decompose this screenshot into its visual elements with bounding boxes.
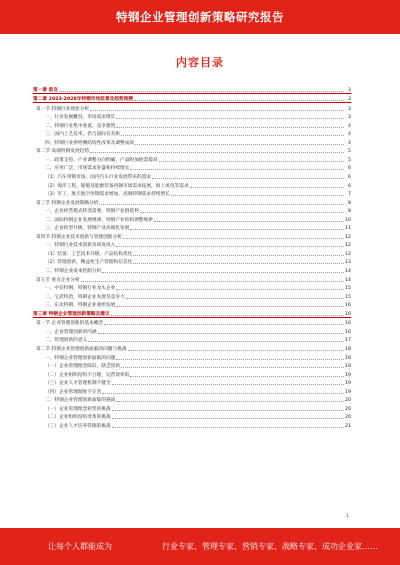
toc-entry[interactable] bbox=[33, 361, 351, 370]
toc-entry-label: （2）管理创新，精益化生产管理和信息化 bbox=[45, 260, 133, 266]
toc-entry[interactable] bbox=[33, 120, 351, 129]
toc-leader-dots bbox=[112, 383, 344, 385]
footer-slogan-left: 让每个人都能成为 bbox=[48, 542, 112, 551]
toc-entry-label: 一、行业发展概况，市场需求增长 bbox=[45, 115, 116, 121]
toc-leader-dots bbox=[104, 323, 344, 325]
toc-leader-dots bbox=[116, 400, 344, 402]
toc-entry[interactable] bbox=[33, 378, 351, 387]
toc-entry-label: 一、政策支持，产业调整方向明确，产品附加值需提高 bbox=[45, 157, 158, 163]
toc-leader-dots bbox=[133, 262, 344, 264]
toc-leader-dots bbox=[81, 280, 344, 282]
toc-entry-page: 18 bbox=[345, 355, 351, 361]
toc-entry[interactable] bbox=[33, 300, 351, 309]
toc-entry[interactable] bbox=[33, 257, 351, 266]
toc-leader-dots bbox=[102, 271, 344, 273]
toc-entry-page: 17 bbox=[345, 338, 351, 344]
toc-entry-label: 第二节 特钢企业管理创新面临的问题与挑战 bbox=[36, 346, 127, 352]
toc-entry-label: （三）企业人才管理机制不健全 bbox=[45, 381, 111, 387]
toc-entry-label: （2）海洋工程、船舶及能源装备用钢市场需求拓展，海上风电等需求 bbox=[45, 183, 189, 189]
toc-leader-dots bbox=[59, 90, 344, 92]
toc-entry-page: 18 bbox=[345, 346, 351, 352]
toc-entry-page: 3 bbox=[348, 87, 351, 93]
toc-entry[interactable] bbox=[33, 248, 351, 257]
toc-leader-dots bbox=[112, 426, 344, 428]
toc-entry[interactable] bbox=[33, 343, 351, 352]
toc-leader-dots bbox=[116, 305, 344, 307]
toc-entry-label: （三）企业人才培养管理的挑战 bbox=[45, 423, 111, 429]
toc-leader-dots bbox=[123, 237, 344, 239]
toc-entry-page: 12 bbox=[345, 234, 351, 240]
toc-entry-page: 6 bbox=[348, 175, 351, 181]
toc-leader-dots bbox=[111, 314, 344, 316]
footer-bar bbox=[0, 528, 400, 565]
toc-entry-page: 12 bbox=[345, 251, 351, 257]
toc-entry[interactable] bbox=[33, 291, 351, 300]
toc-entry[interactable] bbox=[33, 137, 351, 146]
toc-entry-label: （1）装备、工艺技术升级，产品结构优化 bbox=[45, 251, 133, 257]
toc-entry-page: 16 bbox=[345, 303, 351, 309]
toc-entry-label: 第一章 前言 bbox=[33, 87, 59, 93]
table-of-contents bbox=[33, 84, 351, 429]
toc-leader-dots bbox=[126, 297, 344, 299]
toc-entry-page: 3 bbox=[348, 106, 351, 112]
toc-entry-label: 第三章 特钢企业管理创新策略及建议 bbox=[33, 311, 110, 317]
toc-entry-label: 四、特钢行业供给侧结构性改革及调整成效 bbox=[45, 140, 135, 146]
toc-entry-label: 三、企业转型升级，特钢产业高端化发展 bbox=[45, 226, 130, 232]
toc-entry-page: 6 bbox=[348, 166, 351, 172]
toc-leader-dots bbox=[98, 332, 344, 334]
toc-entry-label: （二）企业组织结构变革的挑战 bbox=[45, 415, 111, 421]
toc-entry[interactable] bbox=[33, 318, 351, 327]
toc-entry-label: 二、国际特钢企业发展规律，特钢产业结构调整规律 bbox=[45, 217, 153, 223]
toc-entry[interactable] bbox=[33, 94, 351, 104]
toc-leader-dots bbox=[116, 288, 344, 290]
toc-leader-dots bbox=[90, 151, 344, 153]
toc-entry-page: 19 bbox=[345, 372, 351, 378]
toc-entry-label: （1）汽车用钢市场，国内汽车行业发展带来的需求 bbox=[45, 175, 152, 181]
toc-entry-page: 20 bbox=[345, 398, 351, 404]
toc-entry[interactable] bbox=[33, 352, 351, 361]
toc-entry-label: 一、中信特钢，特钢行业龙头企业 bbox=[45, 286, 116, 292]
toc-entry-page: 5 bbox=[348, 149, 351, 155]
toc-entry-page: 6 bbox=[348, 183, 351, 189]
toc-entry[interactable] bbox=[33, 197, 351, 206]
toc-entry[interactable] bbox=[33, 386, 351, 395]
toc-leader-dots bbox=[121, 134, 344, 136]
toc-entry-label: 三、东北特钢，特钢企业重组发展 bbox=[45, 303, 116, 309]
toc-entry[interactable] bbox=[33, 403, 351, 412]
toc-entry[interactable] bbox=[33, 223, 351, 232]
toc-entry-page: 5 bbox=[348, 157, 351, 163]
toc-entry[interactable] bbox=[33, 274, 351, 283]
toc-entry-page: 21 bbox=[345, 423, 351, 429]
toc-entry-page: 19 bbox=[345, 381, 351, 387]
toc-entry-page: 20 bbox=[345, 406, 351, 412]
toc-entry[interactable] bbox=[33, 112, 351, 121]
toc-entry-label: 第二章 2023-2028年特钢市场前景及趋势预测 bbox=[33, 97, 133, 103]
toc-entry-label: 二、应用广泛，市场需求旺盛和持续增长 bbox=[45, 166, 130, 172]
toc-entry-page: 14 bbox=[345, 269, 351, 275]
toc-entry-page: 20 bbox=[345, 415, 351, 421]
toc-leader-dots bbox=[159, 160, 344, 162]
toc-leader-dots bbox=[133, 254, 344, 256]
toc-leader-dots bbox=[121, 366, 344, 368]
toc-entry-page: 11 bbox=[345, 226, 351, 232]
toc-entry-page: 10 bbox=[345, 217, 351, 223]
toc-entry-label: 二、管理创新的意义 bbox=[45, 338, 88, 344]
toc-entry-page: 16 bbox=[345, 321, 351, 327]
toc-entry-label: 三、国内工艺技术，仍与国际有差距 bbox=[45, 132, 121, 138]
toc-entry-page: 16 bbox=[345, 311, 351, 317]
toc-entry-label: 第一节 企业管理创新的基本概念 bbox=[36, 321, 104, 327]
toc-entry-page: 3 bbox=[348, 97, 351, 103]
page-number: 1 bbox=[346, 514, 349, 519]
toc-leader-dots bbox=[134, 99, 344, 101]
toc-entry[interactable] bbox=[33, 84, 351, 94]
report-header-bar bbox=[0, 0, 400, 34]
toc-entry[interactable] bbox=[33, 231, 351, 240]
toc-entry-label: 二、宝武特冶，特钢企业发展及竞争力 bbox=[45, 294, 125, 300]
toc-entry-page: 14 bbox=[345, 277, 351, 283]
toc-entry-label: 第一节 特钢行业现状分析 bbox=[36, 106, 90, 112]
toc-entry-page: 15 bbox=[345, 294, 351, 300]
toc-entry[interactable] bbox=[33, 265, 351, 274]
toc-entry[interactable] bbox=[33, 129, 351, 138]
toc-leader-dots bbox=[190, 186, 344, 188]
toc-entry-label: 二、特钢企业成本控制分析 bbox=[45, 269, 102, 275]
toc-entry[interactable] bbox=[33, 171, 351, 180]
toc-leader-dots bbox=[140, 211, 344, 213]
toc-entry-label: （3）军工、航天航空用钢需求增加，高端特钢需求持续增长 bbox=[45, 192, 170, 198]
toc-leader-dots bbox=[130, 228, 344, 230]
toc-entry-page: 4 bbox=[348, 123, 351, 129]
toc-leader-dots bbox=[130, 168, 344, 170]
toc-entry[interactable] bbox=[33, 420, 351, 429]
toc-entry-page: 4 bbox=[348, 132, 351, 138]
toc-entry-label: （一）企业管理理念转变的挑战 bbox=[45, 406, 111, 412]
toc-entry[interactable] bbox=[33, 240, 351, 249]
toc-entry[interactable] bbox=[33, 326, 351, 335]
toc-leader-dots bbox=[135, 143, 344, 145]
toc-leader-dots bbox=[154, 220, 344, 222]
toc-entry-label: 一、特钢企业管理创新面临的问题 bbox=[45, 355, 116, 361]
toc-entry-label: 第五节 重点企业分析 bbox=[36, 277, 80, 283]
toc-entry[interactable] bbox=[33, 412, 351, 421]
toc-entry[interactable] bbox=[33, 335, 351, 344]
toc-entry-page: 12 bbox=[345, 243, 351, 249]
toc-leader-dots bbox=[112, 409, 344, 411]
toc-entry[interactable] bbox=[33, 283, 351, 292]
toc-leader-dots bbox=[116, 245, 344, 247]
toc-leader-dots bbox=[88, 340, 344, 342]
toc-entry-label: 一、特钢行业技术创新及研发投入 bbox=[45, 243, 116, 249]
footer-slogan-right: 行业专家、管理专家、营销专家、战略专家、成功企业家…… bbox=[162, 542, 378, 551]
toc-leader-dots bbox=[116, 117, 344, 119]
toc-entry-page: 8 bbox=[348, 209, 351, 215]
toc-leader-dots bbox=[102, 392, 344, 394]
toc-entry-label: 第二节 高端特钢发展趋势 bbox=[36, 149, 90, 155]
toc-entry-page: 4 bbox=[348, 140, 351, 146]
toc-entry[interactable] bbox=[33, 163, 351, 172]
toc-entry-label: 二、特钢行业集中度低，竞争激烈 bbox=[45, 123, 116, 129]
report-title: 特钢企业管理创新策略研究报告 bbox=[116, 10, 284, 24]
toc-entry[interactable] bbox=[33, 103, 351, 112]
toc-entry[interactable] bbox=[33, 154, 351, 163]
toc-entry[interactable] bbox=[33, 308, 351, 318]
toc-entry-label: 一、企业经营模式转变需要，特钢产业链延伸 bbox=[45, 209, 139, 215]
toc-leader-dots bbox=[128, 349, 344, 351]
toc-entry-page: 16 bbox=[345, 329, 351, 335]
toc-leader-dots bbox=[116, 126, 344, 128]
toc-entry-page: 15 bbox=[345, 286, 351, 292]
toc-leader-dots bbox=[90, 109, 344, 111]
toc-entry-label: （一）企业管理理念陈旧，缺乏创新 bbox=[45, 364, 121, 370]
toc-entry-label: （二）企业组织结构不合理，运营效率低 bbox=[45, 372, 130, 378]
toc-entry-page: 3 bbox=[348, 115, 351, 121]
toc-leader-dots bbox=[171, 194, 344, 196]
toc-entry-label: 第三节 特钢企业发展策略分析 bbox=[36, 200, 99, 206]
toc-entry[interactable] bbox=[33, 214, 351, 223]
toc-entry[interactable] bbox=[33, 189, 351, 198]
toc-entry[interactable] bbox=[33, 395, 351, 404]
toc-leader-dots bbox=[130, 375, 344, 377]
toc-entry-page: 19 bbox=[345, 389, 351, 395]
toc-entry-page: 13 bbox=[345, 260, 351, 266]
toc-leader-dots bbox=[152, 177, 344, 179]
toc-entry-page: 7 bbox=[348, 192, 351, 198]
toc-leader-dots bbox=[112, 417, 344, 419]
toc-entry-page: 8 bbox=[348, 200, 351, 206]
toc-entry[interactable] bbox=[33, 180, 351, 189]
toc-entry-page: 19 bbox=[345, 364, 351, 370]
toc-entry[interactable] bbox=[33, 369, 351, 378]
toc-entry-label: （四）企业管理制度不完善 bbox=[45, 389, 102, 395]
toc-entry-label: 一、企业管理创新的内涵 bbox=[45, 329, 97, 335]
toc-leader-dots bbox=[116, 358, 344, 360]
toc-entry[interactable] bbox=[33, 146, 351, 155]
toc-entry[interactable] bbox=[33, 206, 351, 215]
toc-entry-label: 二、特钢企业管理创新面临的挑战 bbox=[45, 398, 116, 404]
toc-leader-dots bbox=[99, 203, 344, 205]
toc-title: 内容目录 bbox=[176, 56, 224, 69]
toc-entry-label: 第四节 特钢企业技术创新与管理创新分析 bbox=[36, 234, 122, 240]
